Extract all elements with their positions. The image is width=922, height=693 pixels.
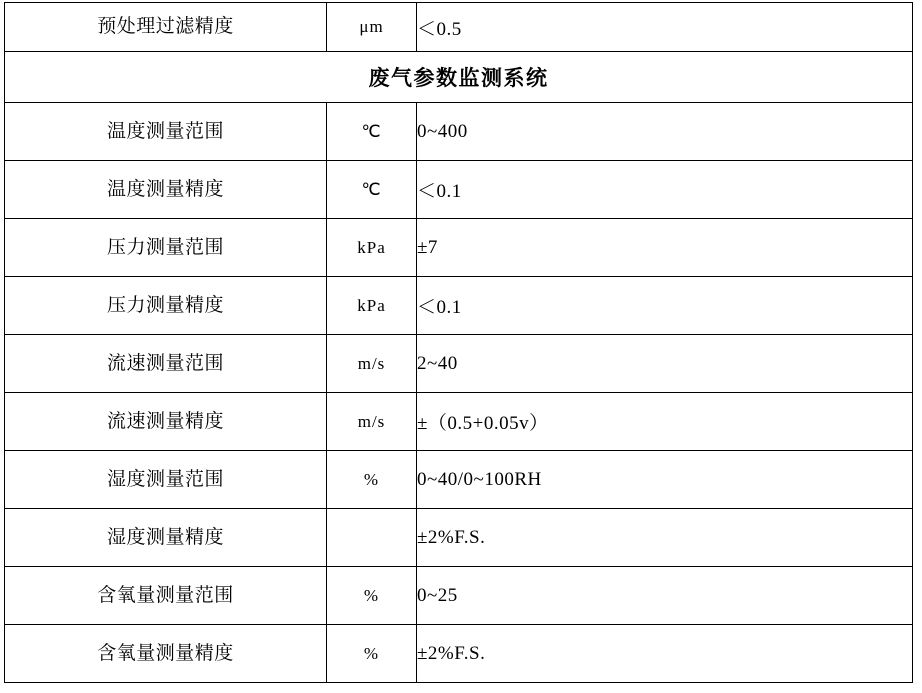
table-cell-unit	[327, 509, 417, 567]
table-cell-value: ±2%F.S.	[417, 625, 913, 683]
table-row	[5, 277, 913, 335]
table-cell-value: ±（0.5+0.05v）	[417, 393, 913, 451]
table-row	[5, 3, 913, 52]
table-cell-unit: %	[327, 567, 417, 625]
table-row	[5, 451, 913, 509]
table-cell-unit: μm	[327, 3, 417, 52]
section-title: 废气参数监测系统	[5, 52, 913, 103]
specification-table	[4, 2, 913, 683]
table-cell-unit: kPa	[327, 277, 417, 335]
table-cell-value: 0~400	[417, 103, 913, 161]
table-row	[5, 393, 913, 451]
table-row	[5, 567, 913, 625]
table-cell-value: 0~40/0~100RH	[417, 451, 913, 509]
document-page	[0, 2, 922, 693]
table-cell-value: 2~40	[417, 335, 913, 393]
table-cell-parameter: 温度测量范围	[5, 103, 327, 161]
table-cell-value: ＜0.5	[417, 3, 913, 52]
table-cell-unit: ℃	[327, 161, 417, 219]
table-cell-unit: m/s	[327, 393, 417, 451]
table-cell-parameter: 含氧量测量范围	[5, 567, 327, 625]
table-cell-parameter: 湿度测量精度	[5, 509, 327, 567]
table-cell-value: ±2%F.S.	[417, 509, 913, 567]
table-cell-unit: %	[327, 625, 417, 683]
table-row	[5, 509, 913, 567]
table-cell-parameter: 温度测量精度	[5, 161, 327, 219]
table-cell-parameter: 流速测量精度	[5, 393, 327, 451]
table-row	[5, 625, 913, 683]
table-cell-parameter: 预处理过滤精度	[5, 3, 327, 52]
table-cell-value: ±7	[417, 219, 913, 277]
table-cell-parameter: 流速测量范围	[5, 335, 327, 393]
table-cell-unit: kPa	[327, 219, 417, 277]
table-row	[5, 161, 913, 219]
table-section-header-row	[5, 52, 913, 103]
table-cell-unit: %	[327, 451, 417, 509]
table-cell-unit: ℃	[327, 103, 417, 161]
table-cell-parameter: 压力测量范围	[5, 219, 327, 277]
table-cell-value: 0~25	[417, 567, 913, 625]
table-row	[5, 335, 913, 393]
table-row	[5, 219, 913, 277]
table-cell-parameter: 湿度测量范围	[5, 451, 327, 509]
table-row	[5, 103, 913, 161]
table-cell-parameter: 压力测量精度	[5, 277, 327, 335]
table-cell-parameter: 含氧量测量精度	[5, 625, 327, 683]
table-cell-value: ＜0.1	[417, 277, 913, 335]
table-cell-value: ＜0.1	[417, 161, 913, 219]
table-body	[5, 3, 913, 683]
table-cell-unit: m/s	[327, 335, 417, 393]
